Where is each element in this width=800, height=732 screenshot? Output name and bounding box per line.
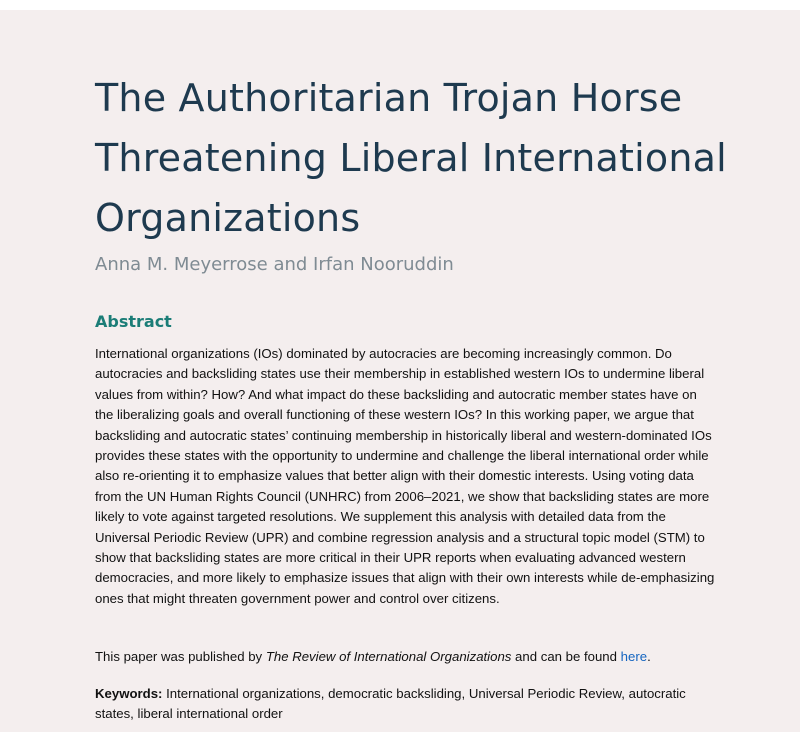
keywords-text: International organizations, democratic backsliding, Universal Periodic Review, autocratic states, liberal international order bbox=[95, 686, 686, 722]
paper-authors: Anna M. Meyerrose and Irfan Nooruddin bbox=[95, 254, 454, 275]
publication-link[interactable]: here bbox=[620, 649, 648, 664]
publication-suffix: . bbox=[647, 649, 651, 664]
abstract-text: International organizations (IOs) dominated by autocracies are becoming increasingly common. Do autocracies and backsliding states use their membership in established western IOs to undermine liberal values from within? How? And what impact do these backsliding and autocratic member states have on the liberalizing goals and overall functioning of these western IOs? In this working paper, we argue that backsliding and autocratic states’ continuing membership in historically liberal and western-dominated IOs provides these states with the opportunity to undermine and challenge the liberal international order while also re-orienting it to emphasize values that better align with their domestic interests. Using voting data from the UN Human Rights Council (UNHRC) from 2006–2021, we show that backsliding states are more likely to vote against targeted resolutions. We supplement this analysis with detailed data from the Universal Periodic Review (UPR) and combine regression analysis and a structural topic model (STM) to show that backsliding states are more critical in their UPR reports when evaluating advanced western democracies, and more likely to emphasize issues that align with their own interests while de-emphasizing ones that might threaten government power and control over citizens. bbox=[95, 346, 715, 606]
paper-title: The Authoritarian Trojan Horse Threatening Liberal International Organizations bbox=[95, 76, 727, 240]
keywords bbox=[95, 684, 715, 725]
publication-prefix: This paper was published by bbox=[95, 649, 266, 664]
publication-note bbox=[95, 647, 715, 667]
keywords-label: Keywords: bbox=[95, 686, 163, 701]
abstract-heading: Abstract bbox=[95, 312, 172, 331]
document-page bbox=[0, 10, 800, 732]
publication-middle: and can be found bbox=[511, 649, 621, 664]
journal-name: The Review of International Organizations bbox=[265, 649, 512, 664]
